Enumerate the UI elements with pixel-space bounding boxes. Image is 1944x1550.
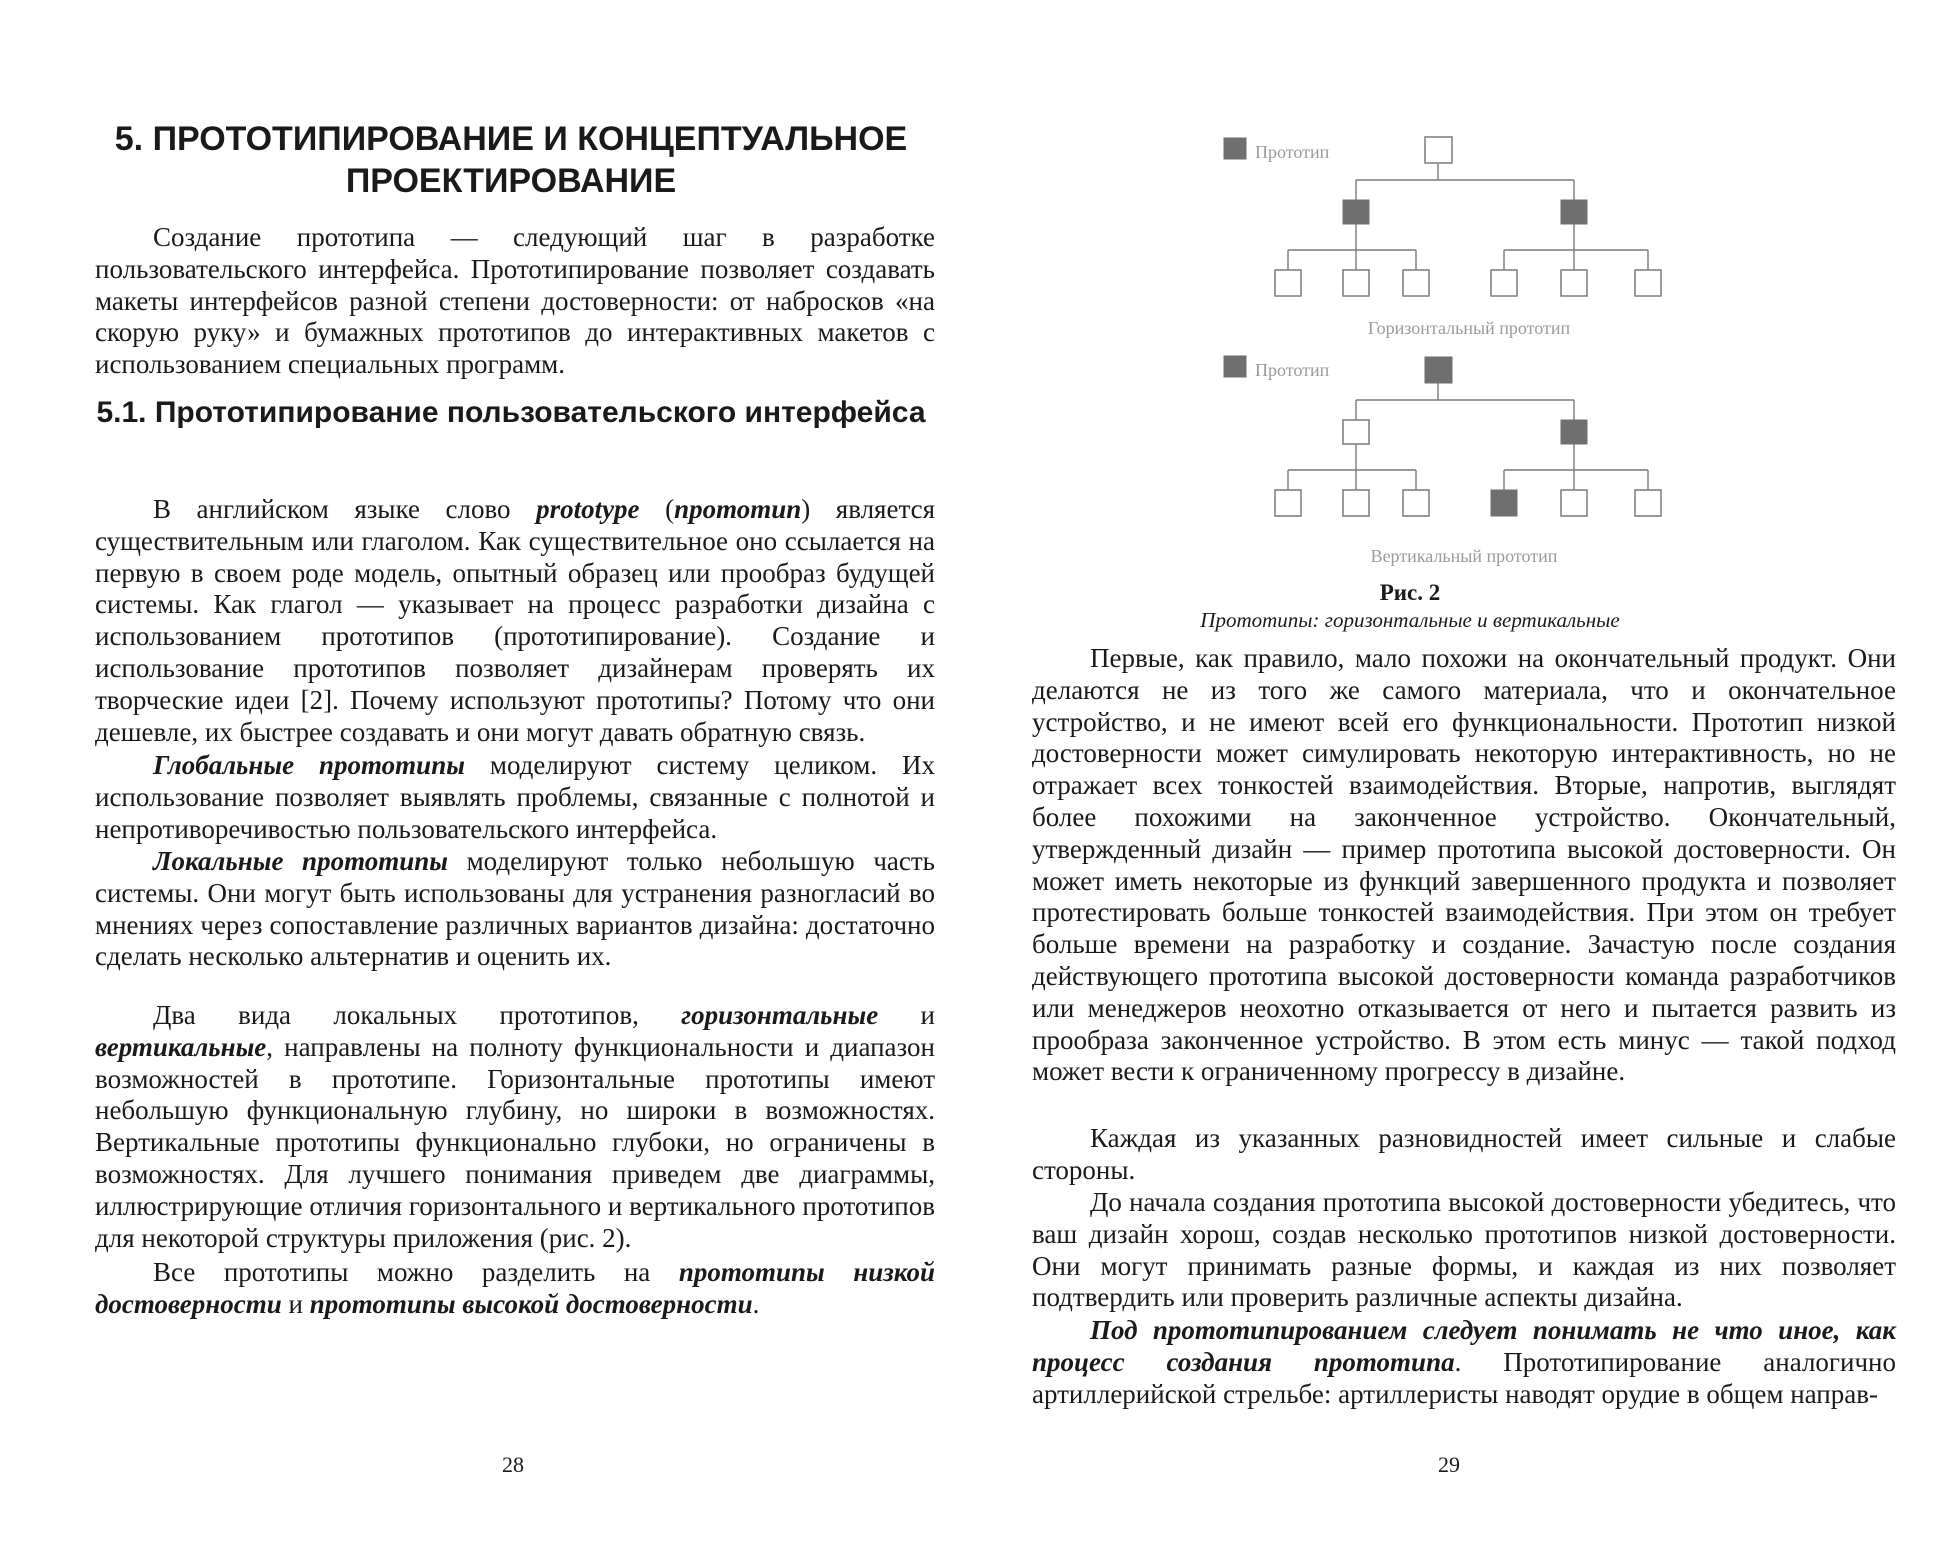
text-run: Все прототипы можно разделить на [153, 1257, 679, 1287]
paragraph-before-high-fidelity: До начала создания прототипа высокой достоверности убедитесь, что ваш дизайн хорош, создав несколько прототипов низкой достоверности. Они могут принимать разные формы, и каждая из них позволяет подтвердить или проверить различные аспекты дизайна. [1032, 1187, 1896, 1313]
text-run: . [752, 1288, 760, 1319]
legend-label-vertical: Прототип [1255, 360, 1330, 380]
paragraph-local-prototypes [95, 846, 935, 973]
text-run: и [281, 1288, 310, 1319]
node-level3-filled [1491, 490, 1517, 516]
legend-label-horizontal: Прототип [1255, 142, 1330, 162]
right-page [972, 0, 1944, 1550]
intro-paragraph: Создание прототипа — следующий шаг в разработке пользовательского интерфейса. Прототипирование позволяет создавать макеты интерфейсов разной степени достоверности: от набросков «на скорую руку» и бумажных прототипов до интерактивных макетов с использованием специальных программ. [95, 222, 935, 380]
term-global-prototypes: Глобальные прототипы [153, 750, 465, 780]
page-number: 28 [502, 1452, 524, 1477]
paragraph-global-prototypes [95, 750, 935, 845]
term-vertical: вертикальные [95, 1031, 267, 1062]
paragraph-prototyping-definition [1032, 1315, 1896, 1410]
text-run: . Прототипирование аналогично артиллерийской стрельбе: артиллеристы наводят орудие в общем направ- [1032, 1346, 1896, 1409]
node-level3-empty [1635, 490, 1661, 516]
node-level3-empty [1561, 490, 1587, 516]
paragraph-fidelity-comparison: Первые, как правило, мало похожи на окончательный продукт. Они делаются не из того же самого материала, что и окончательное устройство, и не имеют всей его функциональности. Прототип низкой достоверности может симулировать некоторую интерактивность, но не отражает всех тонкостей взаимодействия. Вторые, напротив, выглядят более похожими на законченное устройство. Окончательный, утвержденный дизайн — пример прототипа высокой достоверности. Он может иметь некоторые из функций завершенного продукта и позволяет протестировать больше тонкостей взаимодействия. При этом он требует больше времени на разработку и создание. Зачастую после создания действующего прототипа высокой достоверности команда разработчиков или менеджеров неохотно отказывается от него и пытается развить из прообраза законченное устройство. В этом есть минус — такой подход может вести к ограниченному прогрессу в дизайне. [1032, 643, 1896, 1087]
term-prototip: прототип [674, 494, 802, 524]
paragraph-prototype-definition [95, 494, 935, 748]
term-low-fidelity: прототипы низкой достоверности [95, 1257, 935, 1319]
vertical-diagram [1224, 356, 1661, 566]
node-level3-empty [1275, 490, 1301, 516]
text-run: и [878, 1000, 936, 1030]
prototype-diagram [972, 0, 1944, 580]
node-level3-empty [1403, 270, 1429, 296]
paragraph-fidelity [95, 1257, 935, 1321]
figure-caption: Прототипы: горизонтальные и вертикальные [1200, 608, 1620, 632]
term-horizontal: горизонтальные [681, 1000, 879, 1030]
node-level2-filled [1561, 200, 1587, 224]
chapter-title: 5. ПРОТОТИПИРОВАНИЕ И КОНЦЕПТУАЛЬНОЕ ПРОЕКТИРОВАНИЕ [114, 120, 908, 200]
node-root-filled [1425, 357, 1452, 383]
node-level3-empty [1491, 270, 1517, 296]
paragraph-horizontal-vertical [95, 1000, 935, 1254]
term-high-fidelity: прототипы высокой достоверности [309, 1288, 753, 1319]
node-level3-empty [1403, 490, 1429, 516]
legend-swatch-vertical [1224, 356, 1246, 377]
term-prototype: prototype [536, 494, 640, 524]
section-title: 5.1. Прототипирование пользовательского интерфейса [96, 396, 926, 429]
node-level3-empty [1561, 270, 1587, 296]
text-run: , направлены на полноту функциональности и диапазон возможностей в прототипе. Горизонтальные прототипы имеют небольшую функциональную глубину, но широки в возможностях. Вертикальные прототипы функционально глубоки, но ограничены в возможностях. Для лучшего понимания приведем две диаграммы, иллюстрирующие отличия горизонтального и вертикального прототипов для некоторой структуры приложения (рис. 2). [95, 1031, 935, 1253]
node-level3-empty [1275, 270, 1301, 296]
horizontal-prototype-caption: Горизонтальный прототип [1367, 318, 1571, 338]
page-number: 29 [1438, 1452, 1460, 1477]
text-run: ) является существительным или глаголом. Как существительное оно ссылается на первую в своем роде модель, опытный образец или прообраз будущей системы. Как глагол — указывает на процесс разработки дизайна с использованием прототипов (прототипирование). Создание и использование прототипов позволяет дизайнерам проверять их творческие идеи [2]. Почему используют прототипы? Потому что они дешевле, их быстрее создавать и они могут давать обратную связь. [95, 494, 935, 747]
paragraph-strengths: Каждая из указанных разновидностей имеет сильные и слабые стороны. [1032, 1123, 1896, 1185]
node-level2-filled [1561, 420, 1587, 444]
node-level3-empty [1635, 270, 1661, 296]
node-level3-empty [1343, 270, 1369, 296]
legend-swatch-horizontal [1224, 138, 1246, 159]
term-prototyping-definition: Под прототипированием следует понимать не что иное, как процесс создания прототипа [1032, 1315, 1896, 1377]
text-run: Два вида локальных прототипов, [153, 1000, 682, 1030]
node-root-empty [1425, 137, 1452, 163]
node-level3-empty [1343, 490, 1369, 516]
term-local-prototypes: Локальные прототипы [153, 846, 448, 876]
vertical-prototype-caption: Вертикальный прототип [1370, 546, 1558, 566]
figure-number: Рис. 2 [1379, 580, 1441, 605]
node-level2-filled [1343, 200, 1369, 224]
horizontal-diagram [1224, 137, 1661, 338]
text-run: В английском языке слово [153, 494, 537, 524]
text-run: моделируют только небольшую часть системы. Они могут быть использованы для устранения разногласий во мнениях через сопоставление различных вариантов дизайна: достаточно сделать несколько альтернатив и оценить их. [95, 846, 935, 972]
text-run: моделируют систему целиком. Их использование позволяет выявлять проблемы, связанные с полнотой и непротиворечивостью пользовательского интерфейса. [95, 750, 935, 844]
text-run: ( [639, 494, 675, 524]
node-level2-empty [1343, 420, 1369, 444]
